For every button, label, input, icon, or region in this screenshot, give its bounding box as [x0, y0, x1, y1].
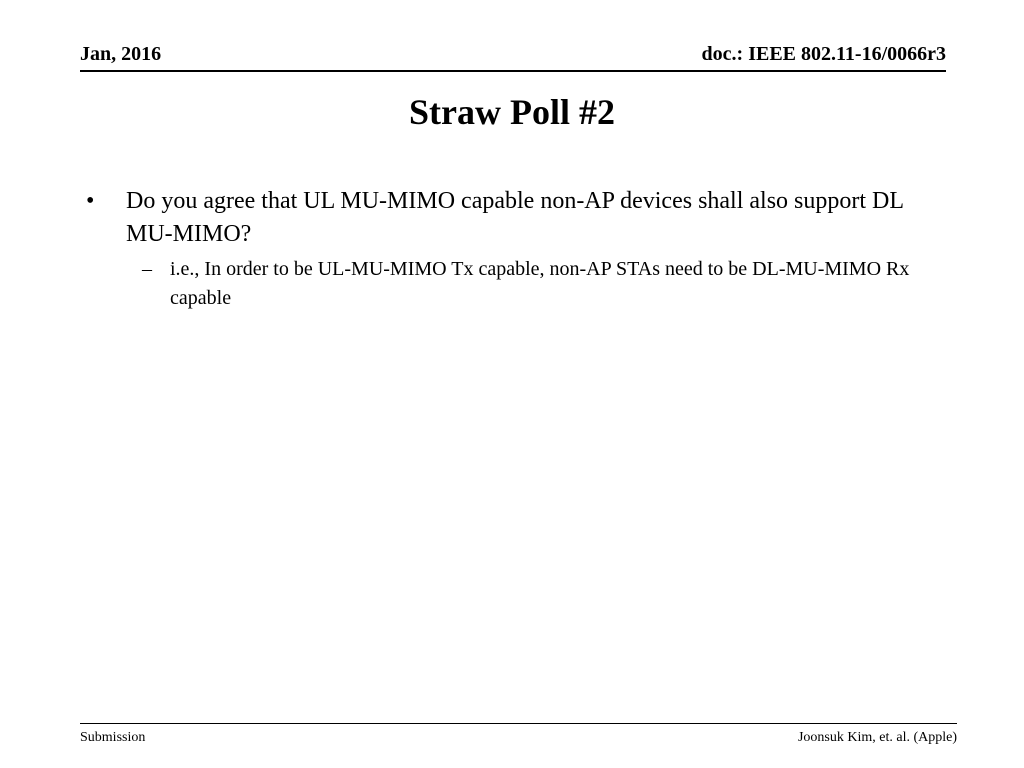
- footer-submission: Submission: [80, 730, 146, 745]
- bullet-mark: •: [86, 188, 95, 214]
- bullet-item: [86, 185, 946, 251]
- bullet-text: Do you agree that UL MU-MIMO capable non-AP devices shall also support DL MU-MIMO?: [126, 188, 904, 247]
- header-doc-id: doc.: IEEE 802.11-16/0066r3: [701, 43, 946, 65]
- slide-footer: [80, 723, 957, 750]
- slide-header: [80, 40, 946, 72]
- sub-bullet-item: [126, 255, 950, 313]
- sub-bullet-text: i.e., In order to be UL-MU-MIMO Tx capable, non-AP STAs need to be DL-MU-MIMO Rx capable: [170, 258, 910, 309]
- header-date: Jan, 2016: [80, 43, 162, 65]
- sub-bullet-mark: –: [142, 258, 152, 280]
- slide-content: [86, 185, 946, 313]
- slide-title: Straw Poll #2: [409, 92, 615, 132]
- footer-author: Joonsuk Kim, et. al. (Apple): [797, 730, 957, 745]
